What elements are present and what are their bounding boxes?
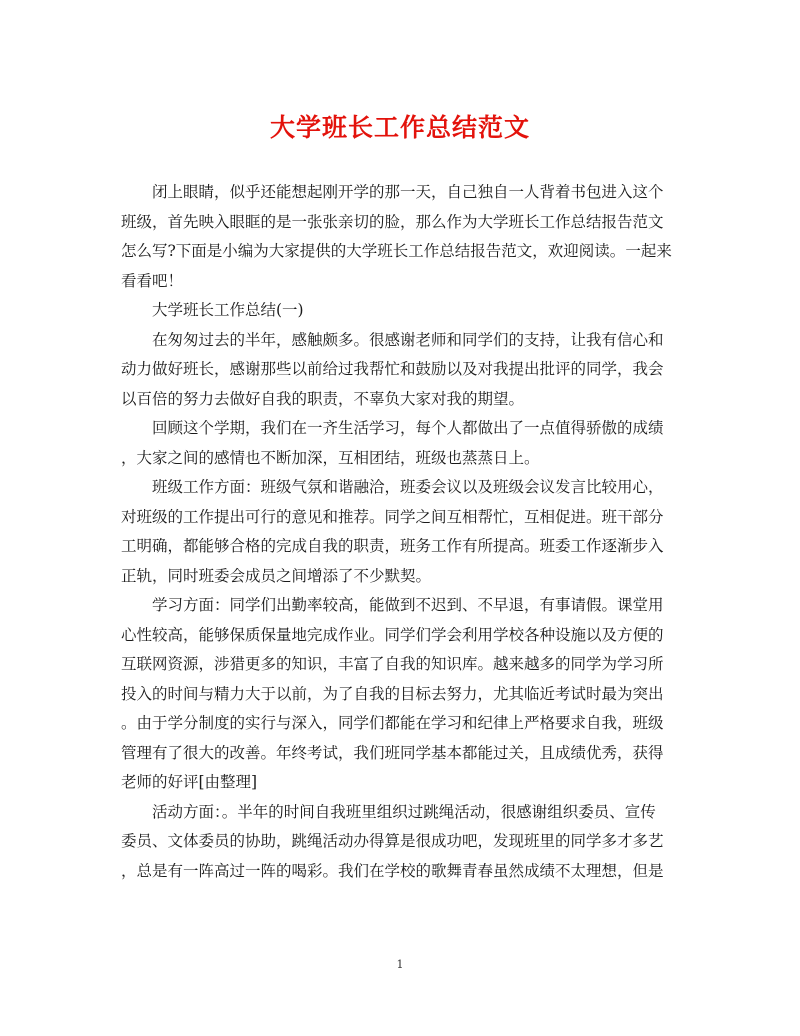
text-line: 管理有了很大的改善。年终考试，我们班同学基本都能过关，且成绩优秀，获得 [121, 743, 664, 762]
section-heading [121, 296, 681, 326]
paragraph-intro [121, 178, 681, 296]
text-line: ，大家之间的感情也不断加深，互相团结，班级也蒸蒸日上。 [121, 448, 540, 467]
text-line: 老师的好评[由整理] [121, 773, 258, 791]
text-line: 班级，首先映入眼眶的是一张张亲切的脸，那么作为大学班长工作总结报告范文 [121, 212, 664, 231]
text-line: 投入的时间与精力大于以前，为了自我的目标去努力，尤其临近考试时最为突出 [121, 684, 664, 703]
text-line: 看看吧！ [121, 271, 184, 290]
text-line: ，总是有一阵高过一阵的喝彩。我们在学校的歌舞青春虽然成绩不太理想，但是 [121, 861, 664, 880]
text-line: 互联网资源，涉猎更多的知识，丰富了自我的知识库。越来越多的同学为学习所 [121, 655, 664, 673]
document-title: 大学班长工作总结范文 [269, 113, 530, 142]
paragraph-review [121, 414, 681, 473]
paragraph-activities [121, 798, 681, 887]
text-line: 班级工作方面：班级气氛和谐融洽，班委会议以及班级会议发言比较用心， [152, 478, 664, 496]
text-line: 委员、文体委员的协助，跳绳活动办得算是很成功吧，发现班里的同学多才多艺 [121, 832, 664, 850]
text-line: 心性较高，能够保质保量地完成作业。同学们学会利用学校各种设施以及方便的 [121, 625, 664, 644]
text-line: 活动方面：。半年的时间自我班里组织过跳绳活动，很感谢组织委员、宣传 [152, 802, 656, 821]
text-line: 在匆匆过去的半年，感触颇多。很感谢老师和同学们的支持，让我有信心和 [152, 330, 664, 349]
text-line: 闭上眼睛，似乎还能想起刚开学的那一天，自己独自一人背着书包进入这个 [152, 183, 664, 201]
text-line: 回顾这个学期，我们在一齐生活学习，每个人都做出了一点值得骄傲的成绩 [152, 419, 664, 437]
text-line: 大学班长工作总结(一) [152, 301, 304, 319]
paragraph-class-work [121, 473, 681, 591]
paragraph-study [121, 591, 681, 798]
text-line: 正轨，同时班委会成员之间增添了不少默契。 [121, 566, 432, 585]
text-line: 工明确，都能够合格的完成自我的职责，班务工作有所提高。班委工作逐渐步入 [121, 537, 664, 555]
document-body [121, 178, 681, 886]
text-line: 动力做好班长，感谢那些以前给过我帮忙和鼓励以及对我提出批评的同学，我会 [121, 360, 664, 378]
page-number: 1 [396, 958, 404, 971]
text-line: 。由于学分制度的实行与深入，同学们都能在学习和纪律上严格要求自我，班级 [121, 714, 664, 732]
text-line: 怎么写?下面是小编为大家提供的大学班长工作总结报告范文，欢迎阅读。一起来 [121, 242, 672, 260]
text-line: 对班级的工作提出可行的意见和推荐。同学之间互相帮忙，互相促进。班干部分 [121, 507, 664, 526]
text-line: 以百倍的努力去做好自我的职责，不辜负大家对我的期望。 [121, 389, 525, 408]
text-line: 学习方面：同学们出勤率较高，能做到不迟到、不早退，有事请假。课堂用 [152, 596, 664, 614]
paragraph-thanks [121, 326, 681, 415]
